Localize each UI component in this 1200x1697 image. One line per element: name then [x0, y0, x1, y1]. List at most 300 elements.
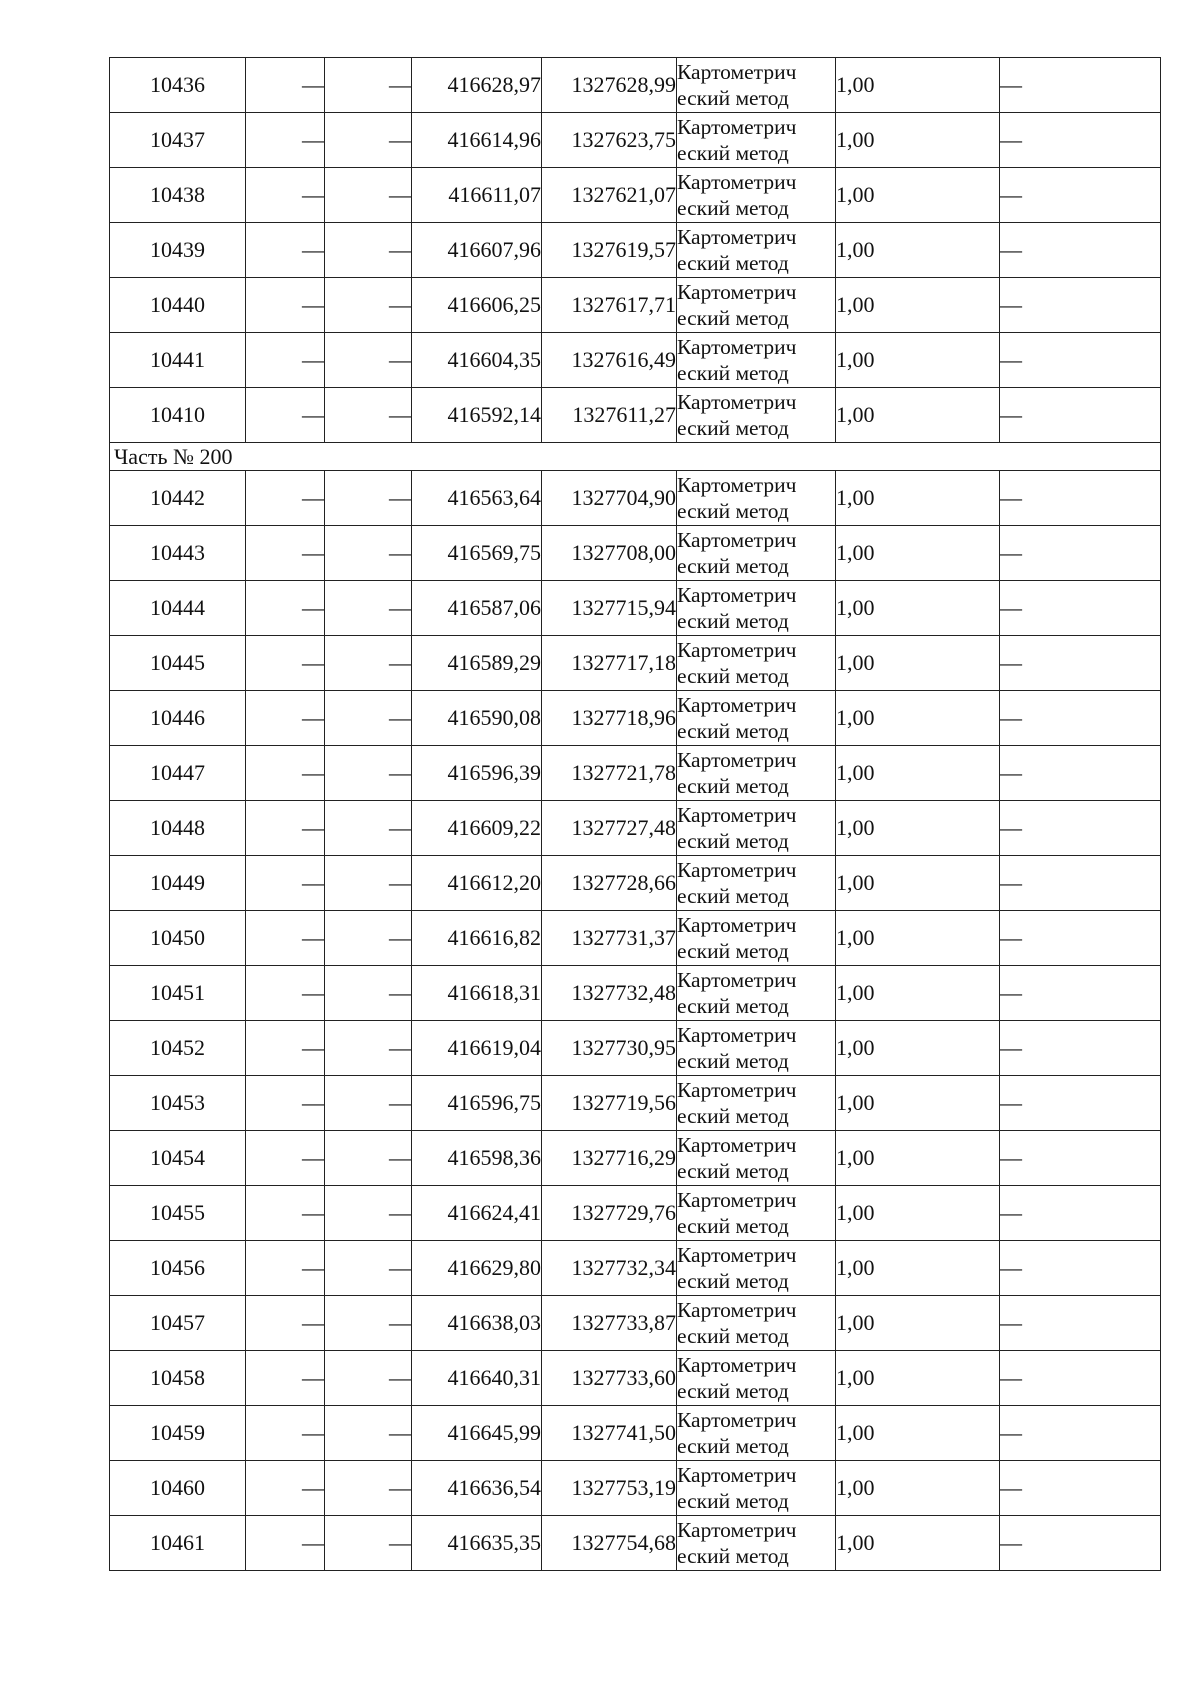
table-row	[110, 471, 1161, 526]
method-line-1: Картометрич	[677, 335, 797, 359]
table-row	[110, 1296, 1161, 1351]
x-coordinate-cell: 416604,35	[412, 333, 542, 388]
method-line-2: еский метод	[677, 939, 789, 963]
method-cell	[677, 1186, 836, 1241]
method-line-2: еский метод	[677, 416, 789, 440]
method-line-2: еский метод	[677, 609, 789, 633]
method-line-1: Картометрич	[677, 1408, 797, 1432]
method-line-2: еский метод	[677, 1544, 789, 1568]
empty-value-cell: —	[246, 388, 325, 443]
method-line-1: Картометрич	[677, 748, 797, 772]
accuracy-cell: 1,00	[836, 1406, 1000, 1461]
table-row	[110, 911, 1161, 966]
note-cell: —	[1000, 1186, 1161, 1241]
note-cell: —	[1000, 1241, 1161, 1296]
y-coordinate-cell: 1327753,19	[542, 1461, 677, 1516]
method-cell	[677, 58, 836, 113]
x-coordinate-cell: 416640,31	[412, 1351, 542, 1406]
table-row	[110, 223, 1161, 278]
point-number-cell: 10453	[110, 1076, 246, 1131]
x-coordinate-cell: 416624,41	[412, 1186, 542, 1241]
empty-value-cell: —	[246, 1241, 325, 1296]
point-number-cell: 10439	[110, 223, 246, 278]
method-line-2: еский метод	[677, 86, 789, 110]
y-coordinate-cell: 1327732,34	[542, 1241, 677, 1296]
method-line-2: еский метод	[677, 306, 789, 330]
accuracy-cell: 1,00	[836, 526, 1000, 581]
method-line-1: Картометрич	[677, 390, 797, 414]
method-line-1: Картометрич	[677, 473, 797, 497]
empty-value-cell: —	[246, 1461, 325, 1516]
empty-value-cell: —	[325, 1296, 412, 1351]
accuracy-cell: 1,00	[836, 1461, 1000, 1516]
accuracy-cell: 1,00	[836, 1186, 1000, 1241]
method-cell	[677, 526, 836, 581]
y-coordinate-cell: 1327715,94	[542, 581, 677, 636]
y-coordinate-cell: 1327728,66	[542, 856, 677, 911]
method-line-1: Картометрич	[677, 1298, 797, 1322]
method-cell	[677, 581, 836, 636]
table-row	[110, 801, 1161, 856]
method-line-2: еский метод	[677, 1269, 789, 1293]
table-row	[110, 333, 1161, 388]
empty-value-cell: —	[325, 526, 412, 581]
x-coordinate-cell: 416606,25	[412, 278, 542, 333]
x-coordinate-cell: 416596,75	[412, 1076, 542, 1131]
empty-value-cell: —	[246, 966, 325, 1021]
empty-value-cell: —	[246, 1186, 325, 1241]
point-number-cell: 10410	[110, 388, 246, 443]
method-line-1: Картометрич	[677, 583, 797, 607]
empty-value-cell: —	[325, 581, 412, 636]
table-row	[110, 746, 1161, 801]
point-number-cell: 10436	[110, 58, 246, 113]
point-number-cell: 10456	[110, 1241, 246, 1296]
point-number-cell: 10443	[110, 526, 246, 581]
x-coordinate-cell: 416609,22	[412, 801, 542, 856]
y-coordinate-cell: 1327628,99	[542, 58, 677, 113]
method-cell	[677, 113, 836, 168]
y-coordinate-cell: 1327611,27	[542, 388, 677, 443]
method-line-1: Картометрич	[677, 803, 797, 827]
empty-value-cell: —	[246, 1516, 325, 1571]
table-row	[110, 388, 1161, 443]
point-number-cell: 10450	[110, 911, 246, 966]
note-cell: —	[1000, 223, 1161, 278]
table-body	[110, 58, 1161, 1571]
method-line-2: еский метод	[677, 554, 789, 578]
note-cell: —	[1000, 278, 1161, 333]
accuracy-cell: 1,00	[836, 58, 1000, 113]
method-line-1: Картометрич	[677, 1243, 797, 1267]
table-row	[110, 1021, 1161, 1076]
point-number-cell: 10458	[110, 1351, 246, 1406]
y-coordinate-cell: 1327623,75	[542, 113, 677, 168]
note-cell: —	[1000, 746, 1161, 801]
method-cell	[677, 801, 836, 856]
method-cell	[677, 636, 836, 691]
point-number-cell: 10447	[110, 746, 246, 801]
empty-value-cell: —	[325, 691, 412, 746]
empty-value-cell: —	[325, 1021, 412, 1076]
method-line-2: еский метод	[677, 251, 789, 275]
x-coordinate-cell: 416569,75	[412, 526, 542, 581]
table-row	[110, 1241, 1161, 1296]
method-line-1: Картометрич	[677, 1463, 797, 1487]
y-coordinate-cell: 1327619,57	[542, 223, 677, 278]
empty-value-cell: —	[246, 526, 325, 581]
note-cell: —	[1000, 1131, 1161, 1186]
y-coordinate-cell: 1327741,50	[542, 1406, 677, 1461]
x-coordinate-cell: 416589,29	[412, 636, 542, 691]
point-number-cell: 10446	[110, 691, 246, 746]
method-line-2: еский метод	[677, 499, 789, 523]
y-coordinate-cell: 1327727,48	[542, 801, 677, 856]
note-cell: —	[1000, 636, 1161, 691]
method-line-2: еский метод	[677, 1104, 789, 1128]
method-cell	[677, 911, 836, 966]
y-coordinate-cell: 1327716,29	[542, 1131, 677, 1186]
table-row	[110, 636, 1161, 691]
empty-value-cell: —	[246, 801, 325, 856]
method-line-1: Картометрич	[677, 60, 797, 84]
table-row	[110, 1076, 1161, 1131]
method-line-2: еский метод	[677, 664, 789, 688]
empty-value-cell: —	[246, 911, 325, 966]
point-number-cell: 10441	[110, 333, 246, 388]
note-cell: —	[1000, 966, 1161, 1021]
empty-value-cell: —	[246, 168, 325, 223]
method-line-1: Картометрич	[677, 913, 797, 937]
empty-value-cell: —	[325, 58, 412, 113]
method-cell	[677, 168, 836, 223]
method-cell	[677, 1406, 836, 1461]
accuracy-cell: 1,00	[836, 1021, 1000, 1076]
accuracy-cell: 1,00	[836, 1131, 1000, 1186]
method-line-1: Картометрич	[677, 170, 797, 194]
method-line-1: Картометрич	[677, 528, 797, 552]
accuracy-cell: 1,00	[836, 1296, 1000, 1351]
point-number-cell: 10452	[110, 1021, 246, 1076]
method-line-2: еский метод	[677, 1434, 789, 1458]
accuracy-cell: 1,00	[836, 471, 1000, 526]
method-cell	[677, 223, 836, 278]
point-number-cell: 10459	[110, 1406, 246, 1461]
table-row	[110, 1461, 1161, 1516]
method-cell	[677, 1296, 836, 1351]
point-number-cell: 10455	[110, 1186, 246, 1241]
note-cell: —	[1000, 471, 1161, 526]
y-coordinate-cell: 1327718,96	[542, 691, 677, 746]
point-number-cell: 10442	[110, 471, 246, 526]
accuracy-cell: 1,00	[836, 1076, 1000, 1131]
method-cell	[677, 746, 836, 801]
note-cell: —	[1000, 1406, 1161, 1461]
empty-value-cell: —	[246, 113, 325, 168]
note-cell: —	[1000, 526, 1161, 581]
method-cell	[677, 278, 836, 333]
x-coordinate-cell: 416629,80	[412, 1241, 542, 1296]
note-cell: —	[1000, 333, 1161, 388]
method-line-1: Картометрич	[677, 638, 797, 662]
x-coordinate-cell: 416628,97	[412, 58, 542, 113]
method-line-2: еский метод	[677, 1159, 789, 1183]
method-line-2: еский метод	[677, 994, 789, 1018]
empty-value-cell: —	[246, 471, 325, 526]
method-line-1: Картометрич	[677, 1518, 797, 1542]
x-coordinate-cell: 416596,39	[412, 746, 542, 801]
accuracy-cell: 1,00	[836, 1351, 1000, 1406]
point-number-cell: 10438	[110, 168, 246, 223]
empty-value-cell: —	[325, 333, 412, 388]
y-coordinate-cell: 1327730,95	[542, 1021, 677, 1076]
method-cell	[677, 1351, 836, 1406]
accuracy-cell: 1,00	[836, 278, 1000, 333]
empty-value-cell: —	[325, 278, 412, 333]
method-cell	[677, 856, 836, 911]
empty-value-cell: —	[246, 746, 325, 801]
empty-value-cell: —	[325, 388, 412, 443]
method-line-1: Картометрич	[677, 115, 797, 139]
method-cell	[677, 1516, 836, 1571]
accuracy-cell: 1,00	[836, 636, 1000, 691]
y-coordinate-cell: 1327729,76	[542, 1186, 677, 1241]
method-line-2: еский метод	[677, 1049, 789, 1073]
empty-value-cell: —	[325, 1516, 412, 1571]
y-coordinate-cell: 1327754,68	[542, 1516, 677, 1571]
table-row	[110, 691, 1161, 746]
method-line-1: Картометрич	[677, 1188, 797, 1212]
accuracy-cell: 1,00	[836, 168, 1000, 223]
accuracy-cell: 1,00	[836, 333, 1000, 388]
method-line-2: еский метод	[677, 884, 789, 908]
empty-value-cell: —	[246, 636, 325, 691]
y-coordinate-cell: 1327704,90	[542, 471, 677, 526]
method-line-2: еский метод	[677, 1379, 789, 1403]
section-title: Часть № 200	[110, 443, 1161, 471]
empty-value-cell: —	[325, 1406, 412, 1461]
coordinates-table	[109, 57, 1161, 1571]
method-cell	[677, 1461, 836, 1516]
method-line-1: Картометрич	[677, 280, 797, 304]
method-cell	[677, 1076, 836, 1131]
method-line-1: Картометрич	[677, 1353, 797, 1377]
empty-value-cell: —	[246, 1351, 325, 1406]
note-cell: —	[1000, 691, 1161, 746]
empty-value-cell: —	[325, 636, 412, 691]
method-cell	[677, 471, 836, 526]
method-line-1: Картометрич	[677, 225, 797, 249]
method-line-2: еский метод	[677, 1324, 789, 1348]
empty-value-cell: —	[246, 1021, 325, 1076]
note-cell: —	[1000, 581, 1161, 636]
y-coordinate-cell: 1327708,00	[542, 526, 677, 581]
table-row	[110, 113, 1161, 168]
empty-value-cell: —	[325, 1131, 412, 1186]
x-coordinate-cell: 416587,06	[412, 581, 542, 636]
empty-value-cell: —	[325, 113, 412, 168]
empty-value-cell: —	[325, 746, 412, 801]
note-cell: —	[1000, 911, 1161, 966]
x-coordinate-cell: 416598,36	[412, 1131, 542, 1186]
method-line-2: еский метод	[677, 361, 789, 385]
accuracy-cell: 1,00	[836, 801, 1000, 856]
empty-value-cell: —	[325, 471, 412, 526]
method-line-1: Картометрич	[677, 693, 797, 717]
table-row	[110, 1131, 1161, 1186]
y-coordinate-cell: 1327733,60	[542, 1351, 677, 1406]
note-cell: —	[1000, 1516, 1161, 1571]
table-row	[110, 526, 1161, 581]
empty-value-cell: —	[325, 911, 412, 966]
method-line-1: Картометрич	[677, 1133, 797, 1157]
x-coordinate-cell: 416612,20	[412, 856, 542, 911]
method-line-2: еский метод	[677, 719, 789, 743]
accuracy-cell: 1,00	[836, 691, 1000, 746]
method-cell	[677, 1131, 836, 1186]
point-number-cell: 10445	[110, 636, 246, 691]
y-coordinate-cell: 1327733,87	[542, 1296, 677, 1351]
accuracy-cell: 1,00	[836, 746, 1000, 801]
note-cell: —	[1000, 856, 1161, 911]
x-coordinate-cell: 416638,03	[412, 1296, 542, 1351]
note-cell: —	[1000, 1076, 1161, 1131]
x-coordinate-cell: 416590,08	[412, 691, 542, 746]
empty-value-cell: —	[246, 691, 325, 746]
empty-value-cell: —	[246, 1296, 325, 1351]
accuracy-cell: 1,00	[836, 1241, 1000, 1296]
accuracy-cell: 1,00	[836, 1516, 1000, 1571]
table-row	[110, 966, 1161, 1021]
y-coordinate-cell: 1327617,71	[542, 278, 677, 333]
method-cell	[677, 966, 836, 1021]
y-coordinate-cell: 1327732,48	[542, 966, 677, 1021]
method-line-1: Картометрич	[677, 968, 797, 992]
empty-value-cell: —	[325, 966, 412, 1021]
point-number-cell: 10461	[110, 1516, 246, 1571]
empty-value-cell: —	[246, 278, 325, 333]
accuracy-cell: 1,00	[836, 581, 1000, 636]
accuracy-cell: 1,00	[836, 113, 1000, 168]
accuracy-cell: 1,00	[836, 223, 1000, 278]
empty-value-cell: —	[325, 223, 412, 278]
method-cell	[677, 388, 836, 443]
empty-value-cell: —	[325, 1186, 412, 1241]
table-row	[110, 1351, 1161, 1406]
table-row	[110, 1406, 1161, 1461]
empty-value-cell: —	[325, 1076, 412, 1131]
empty-value-cell: —	[246, 333, 325, 388]
empty-value-cell: —	[246, 1131, 325, 1186]
y-coordinate-cell: 1327621,07	[542, 168, 677, 223]
note-cell: —	[1000, 58, 1161, 113]
x-coordinate-cell: 416614,96	[412, 113, 542, 168]
point-number-cell: 10460	[110, 1461, 246, 1516]
empty-value-cell: —	[246, 58, 325, 113]
point-number-cell: 10444	[110, 581, 246, 636]
table-row	[110, 1186, 1161, 1241]
empty-value-cell: —	[246, 581, 325, 636]
x-coordinate-cell: 416616,82	[412, 911, 542, 966]
table-row	[110, 278, 1161, 333]
table-row	[110, 581, 1161, 636]
method-line-1: Картометрич	[677, 1023, 797, 1047]
x-coordinate-cell: 416635,35	[412, 1516, 542, 1571]
y-coordinate-cell: 1327616,49	[542, 333, 677, 388]
y-coordinate-cell: 1327721,78	[542, 746, 677, 801]
x-coordinate-cell: 416619,04	[412, 1021, 542, 1076]
method-line-1: Картометрич	[677, 1078, 797, 1102]
point-number-cell: 10437	[110, 113, 246, 168]
note-cell: —	[1000, 1351, 1161, 1406]
empty-value-cell: —	[325, 168, 412, 223]
point-number-cell: 10454	[110, 1131, 246, 1186]
note-cell: —	[1000, 1461, 1161, 1516]
empty-value-cell: —	[246, 1406, 325, 1461]
note-cell: —	[1000, 113, 1161, 168]
point-number-cell: 10457	[110, 1296, 246, 1351]
point-number-cell: 10451	[110, 966, 246, 1021]
x-coordinate-cell: 416592,14	[412, 388, 542, 443]
x-coordinate-cell: 416563,64	[412, 471, 542, 526]
x-coordinate-cell: 416607,96	[412, 223, 542, 278]
table-row	[110, 168, 1161, 223]
method-line-2: еский метод	[677, 829, 789, 853]
empty-value-cell: —	[246, 223, 325, 278]
table-row	[110, 856, 1161, 911]
note-cell: —	[1000, 801, 1161, 856]
empty-value-cell: —	[325, 1351, 412, 1406]
x-coordinate-cell: 416636,54	[412, 1461, 542, 1516]
y-coordinate-cell: 1327731,37	[542, 911, 677, 966]
accuracy-cell: 1,00	[836, 911, 1000, 966]
empty-value-cell: —	[325, 856, 412, 911]
table-row	[110, 1516, 1161, 1571]
y-coordinate-cell: 1327719,56	[542, 1076, 677, 1131]
empty-value-cell: —	[246, 1076, 325, 1131]
method-line-2: еский метод	[677, 774, 789, 798]
note-cell: —	[1000, 1021, 1161, 1076]
method-line-2: еский метод	[677, 196, 789, 220]
y-coordinate-cell: 1327717,18	[542, 636, 677, 691]
note-cell: —	[1000, 388, 1161, 443]
x-coordinate-cell: 416611,07	[412, 168, 542, 223]
method-cell	[677, 1021, 836, 1076]
section-header-row	[110, 443, 1161, 471]
point-number-cell: 10449	[110, 856, 246, 911]
method-line-1: Картометрич	[677, 858, 797, 882]
method-cell	[677, 333, 836, 388]
method-line-2: еский метод	[677, 1489, 789, 1513]
table-row	[110, 58, 1161, 113]
note-cell: —	[1000, 168, 1161, 223]
empty-value-cell: —	[325, 1241, 412, 1296]
accuracy-cell: 1,00	[836, 388, 1000, 443]
method-line-2: еский метод	[677, 1214, 789, 1238]
point-number-cell: 10448	[110, 801, 246, 856]
empty-value-cell: —	[246, 856, 325, 911]
accuracy-cell: 1,00	[836, 966, 1000, 1021]
point-number-cell: 10440	[110, 278, 246, 333]
accuracy-cell: 1,00	[836, 856, 1000, 911]
note-cell: —	[1000, 1296, 1161, 1351]
empty-value-cell: —	[325, 1461, 412, 1516]
method-cell	[677, 1241, 836, 1296]
method-cell	[677, 691, 836, 746]
x-coordinate-cell: 416618,31	[412, 966, 542, 1021]
empty-value-cell: —	[325, 801, 412, 856]
x-coordinate-cell: 416645,99	[412, 1406, 542, 1461]
